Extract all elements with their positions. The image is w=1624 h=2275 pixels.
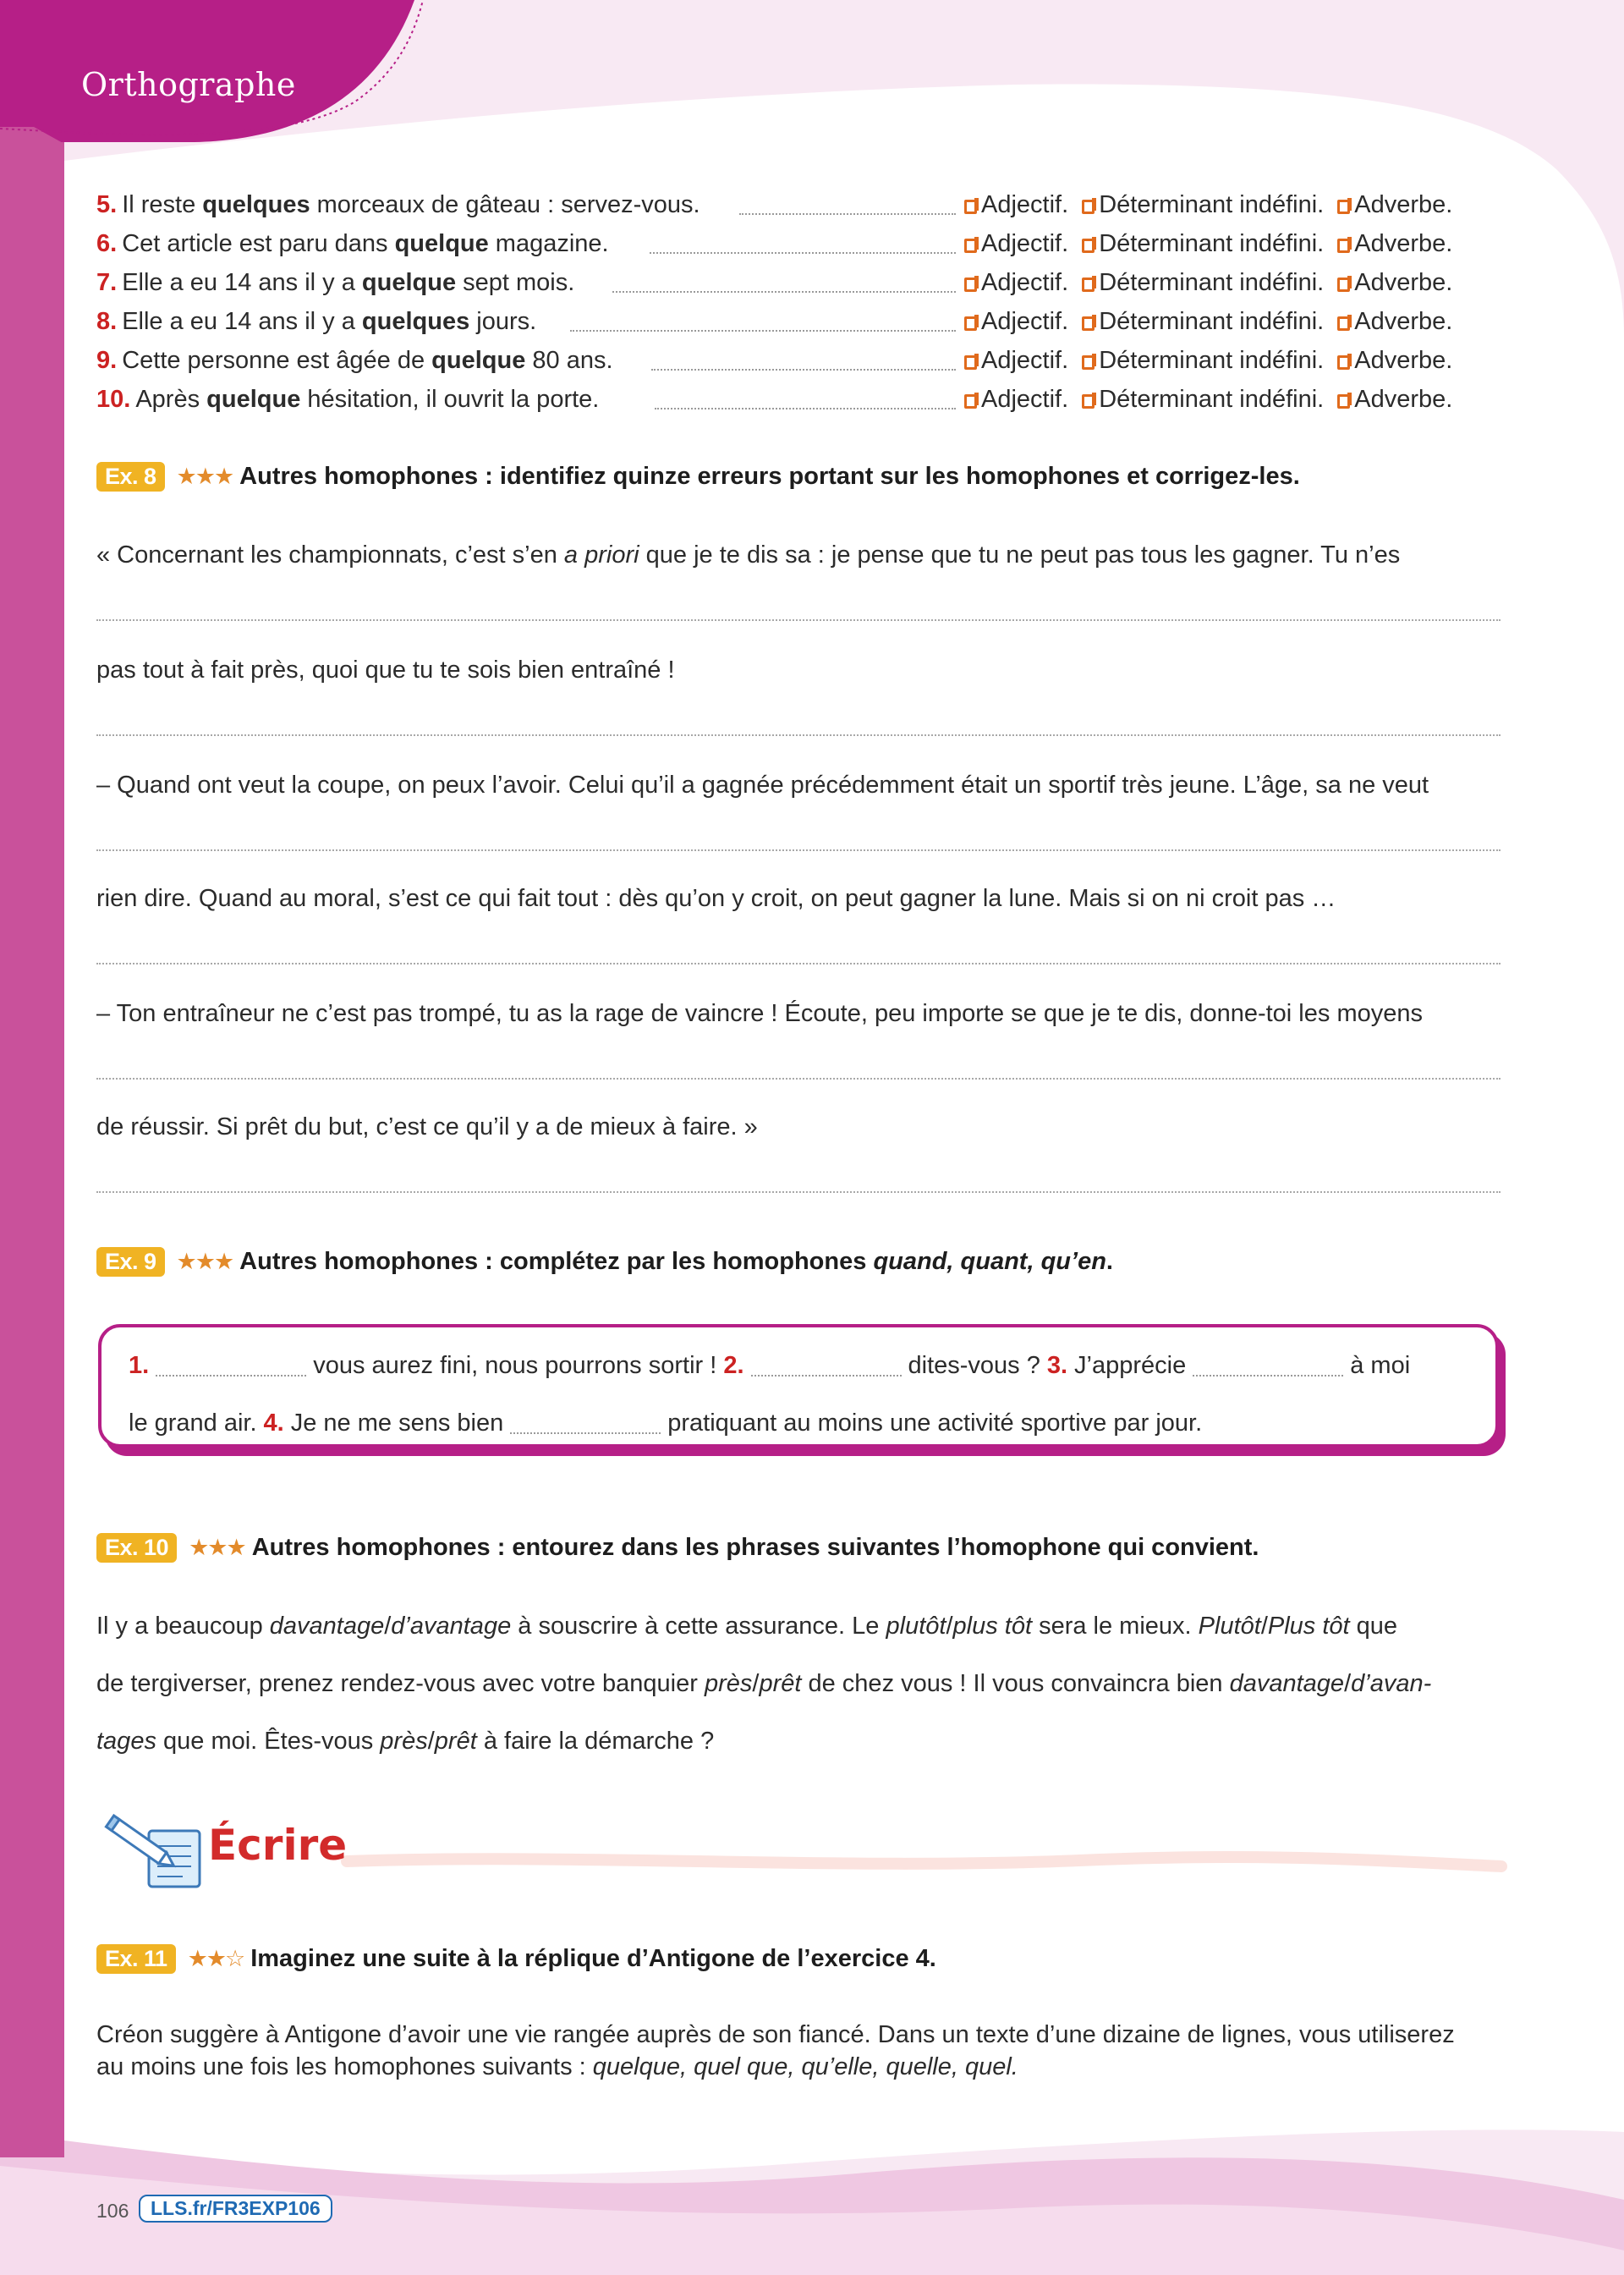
item-number: 4. (263, 1409, 284, 1437)
item-number: 9. (96, 346, 118, 374)
sentence-text: le grand air. (129, 1409, 257, 1437)
ex8-line-3: – Quand ont veut la coupe, on peux l’avoir. Celui qu’il a gagnée précédemment était un sportif très jeune. L’âge, sa ne veut (96, 772, 1429, 799)
list-item (96, 381, 1502, 418)
answer-dotted-line (651, 369, 956, 371)
exercise-tag: Ex. 10 (96, 1533, 177, 1563)
checkbox[interactable] (1337, 200, 1350, 214)
exercise-title: Autres homophones : complétez par les homophones quand, quant, qu’en. (239, 1248, 1113, 1275)
exercise-title: Imaginez une suite à la réplique d’Antigone de l’exercice 4. (250, 1945, 936, 1972)
item-text: Il reste quelques morceaux de gâteau : servez-vous. (122, 190, 700, 218)
item-number: 6. (96, 229, 118, 257)
pencil-notebook-icon (102, 1807, 208, 1892)
sentence-text: J’apprécie (1074, 1351, 1187, 1379)
item-number: 1. (129, 1351, 150, 1379)
sentence-text: dites-vous ? (908, 1351, 1040, 1379)
ex8-line-4: rien dire. Quand au moral, s’est ce qui fait tout : dès qu’on y croit, on peut gagner la lune. Mais si on ni croit pas … (96, 885, 1336, 912)
list-item (96, 186, 1502, 223)
list-item (96, 225, 1502, 262)
difficulty-stars: ★★★ (176, 464, 233, 489)
answer-dotted-line[interactable] (96, 849, 1501, 851)
item-text: Après quelque hésitation, il ouvrit la porte. (135, 385, 600, 413)
checkbox[interactable] (1082, 239, 1095, 253)
answer-dotted-line (655, 408, 956, 409)
ex11-header (96, 1944, 936, 1974)
checkbox[interactable] (1082, 394, 1095, 409)
checkbox[interactable] (1337, 278, 1350, 292)
difficulty-stars: ★★★ (189, 1535, 245, 1560)
ex8-line-2: pas tout à fait près, quoi que tu te sois bien entraîné ! (96, 657, 675, 684)
fill-blank[interactable] (510, 1412, 661, 1434)
ex10-line-1: Il y a beaucoup davantage/d’avantage à souscrire à cette assurance. Le plutôt/plus tôt sera le mieux. Plutôt/Plus tôt que (96, 1613, 1398, 1640)
checkbox[interactable] (1337, 316, 1350, 331)
answer-dotted-line[interactable] (96, 619, 1501, 621)
ex10-line-2: de tergiverser, prenez rendez-vous avec votre banquier près/prêt de chez vous ! Il vous convaincra bien davantage/d’avan- (96, 1670, 1432, 1697)
resource-link[interactable]: LLS.fr/FR3EXP106 (139, 2195, 332, 2223)
checkbox[interactable] (1082, 355, 1095, 370)
choice-group: Adjectif. Déterminant indéfini. Adverbe. (964, 269, 1452, 297)
answer-dotted-line[interactable] (96, 1078, 1501, 1080)
section-title: Orthographe (81, 66, 296, 103)
sentence-text: pratiquant au moins une activité sportive par jour. (667, 1409, 1203, 1437)
choice-group: Adjectif. Déterminant indéfini. Adverbe. (964, 386, 1452, 414)
exercise-tag: Ex. 8 (96, 462, 165, 492)
checkbox[interactable] (1337, 239, 1350, 253)
answer-dotted-line[interactable] (96, 1191, 1501, 1193)
checkbox[interactable] (1082, 200, 1095, 214)
checkbox[interactable] (1337, 355, 1350, 370)
item-number: 10. (96, 385, 131, 413)
item-number: 7. (96, 268, 118, 296)
ecrire-heading: Écrire (208, 1821, 348, 1870)
answer-dotted-line (739, 213, 956, 215)
checkbox[interactable] (964, 200, 977, 214)
item-number: 3. (1046, 1351, 1068, 1379)
ex10-header (96, 1533, 1259, 1563)
sentence-text: à moi (1350, 1351, 1411, 1379)
fill-blank[interactable] (1193, 1355, 1343, 1377)
list-item (96, 342, 1502, 379)
choice-group: Adjectif. Déterminant indéfini. Adverbe. (964, 347, 1452, 375)
ex8-line-5: – Ton entraîneur ne c’est pas trompé, tu as la rage de vaincre ! Écoute, peu importe se que je te dis, donne-toi les moyens (96, 1000, 1423, 1027)
instruction-line: au moins une fois les homophones suivants : quelque, quel que, qu’elle, quelle, quel. (96, 2053, 1018, 2080)
list-item (96, 303, 1502, 340)
exercise-tag: Ex. 11 (96, 1944, 176, 1974)
checkbox[interactable] (964, 355, 977, 370)
answer-dotted-line (612, 291, 956, 293)
list-item (96, 264, 1502, 301)
difficulty-stars: ★★☆ (187, 1946, 244, 1971)
ex11-instruction (96, 2019, 1502, 2083)
answer-dotted-line[interactable] (96, 963, 1501, 964)
ex10-line-3: tages que moi. Êtes-vous près/prêt à faire la démarche ? (96, 1728, 715, 1755)
difficulty-stars: ★★★ (176, 1249, 233, 1274)
exercise-title: Autres homophones : identifiez quinze erreurs portant sur les homophones et corrigez-les. (239, 463, 1300, 490)
fill-blank[interactable] (156, 1355, 306, 1377)
item-text: Cette personne est âgée de quelque 80 ans. (122, 346, 613, 374)
fill-blank[interactable] (751, 1355, 902, 1377)
ex8-line-6: de réussir. Si prêt du but, c’est ce qu’il y a de mieux à faire. » (96, 1113, 758, 1140)
checkbox[interactable] (1337, 394, 1350, 409)
answer-dotted-line (650, 252, 956, 254)
exercise-tag: Ex. 9 (96, 1247, 165, 1277)
checkbox[interactable] (964, 278, 977, 292)
checkbox[interactable] (964, 316, 977, 331)
item-text: Cet article est paru dans quelque magazine. (122, 229, 609, 257)
ex9-line-1 (129, 1347, 1410, 1384)
ex9-line-2 (129, 1404, 1202, 1442)
choice-group: Adjectif. Déterminant indéfini. Adverbe. (964, 230, 1452, 258)
choice-group: Adjectif. Déterminant indéfini. Adverbe. (964, 191, 1452, 219)
sentence-text: Je ne me sens bien (290, 1409, 504, 1437)
checkbox[interactable] (1082, 316, 1095, 331)
instruction-line: Créon suggère à Antigone d’avoir une vie rangée auprès de son fiancé. Dans un texte d’une dizaine de lignes, vous utiliserez (96, 2021, 1455, 2048)
item-number: 2. (723, 1351, 744, 1379)
ex8-line-1: « Concernant les championnats, c’est s’en a priori que je te dis sa : je pense que tu ne peut pas tous les gagner. Tu n’es (96, 541, 1401, 569)
item-text: Elle a eu 14 ans il y a quelque sept mois. (122, 268, 575, 296)
item-text: Elle a eu 14 ans il y a quelques jours. (122, 307, 537, 335)
answer-dotted-line (570, 330, 956, 332)
item-number: 8. (96, 307, 118, 335)
item-number: 5. (96, 190, 118, 218)
checkbox[interactable] (964, 394, 977, 409)
page-number: 106 (96, 2200, 129, 2222)
checkbox[interactable] (964, 239, 977, 253)
checkbox[interactable] (1082, 278, 1095, 292)
choice-group: Adjectif. Déterminant indéfini. Adverbe. (964, 308, 1452, 336)
ex8-header (96, 462, 1300, 492)
answer-dotted-line[interactable] (96, 734, 1501, 736)
exercise-title: Autres homophones : entourez dans les phrases suivantes l’homophone qui convient. (251, 1534, 1259, 1561)
ex9-header (96, 1247, 1113, 1277)
sentence-text: vous aurez fini, nous pourrons sortir ! (313, 1351, 717, 1379)
